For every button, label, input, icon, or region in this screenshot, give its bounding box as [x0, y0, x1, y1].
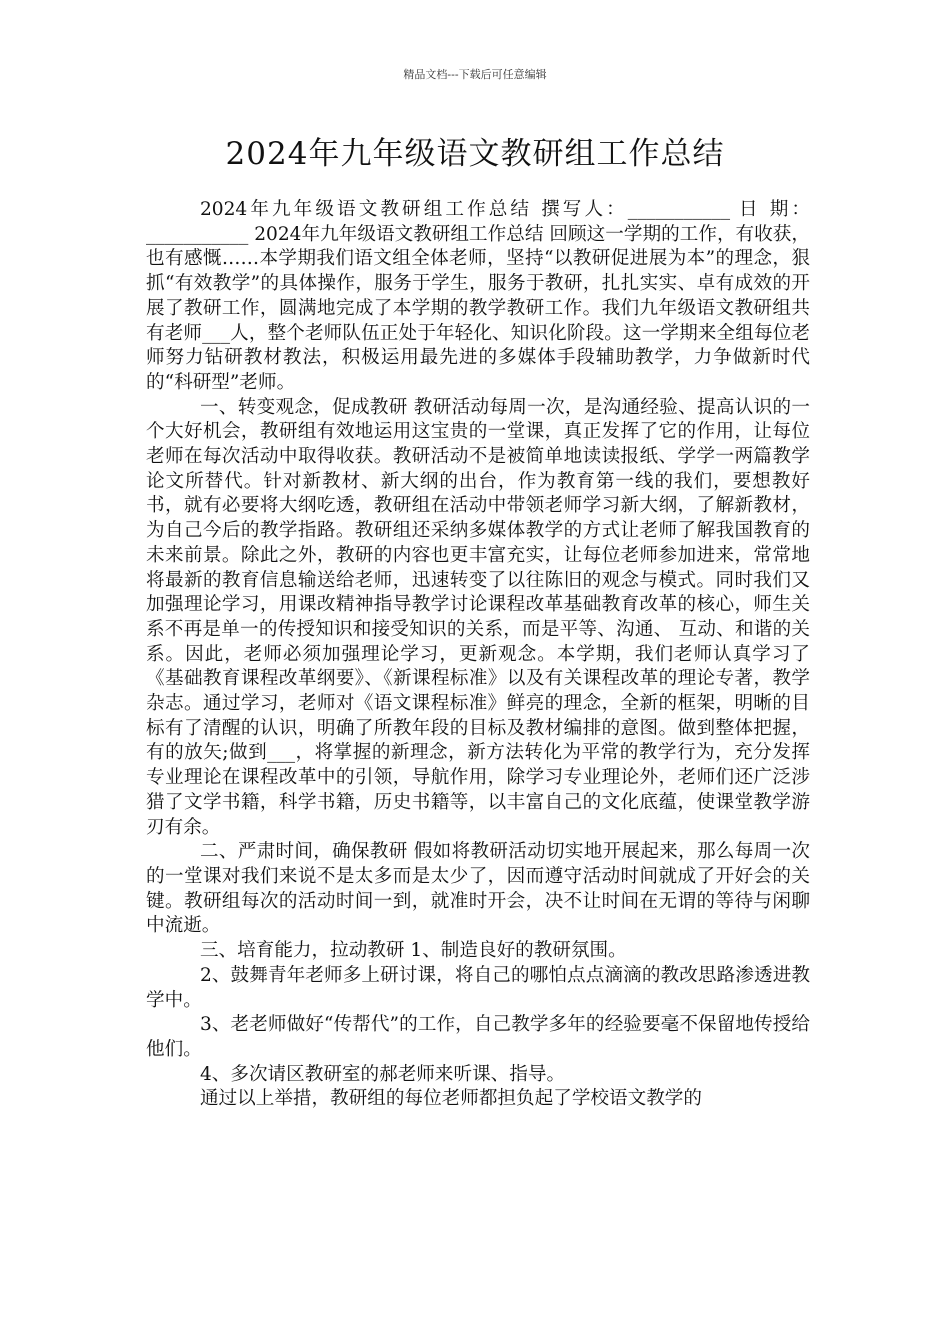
paragraph-conclusion: 通过以上举措，教研组的每位老师都担负起了学校语文教学的	[199, 1088, 702, 1110]
paragraph-item-2: 2、鼓舞青年老师多上研讨课，将自己的哪怕点点滴滴的教改思路渗透进教学中。	[146, 964, 810, 1011]
paragraph-intro: 2024年九年级语文教研组工作总结 撰写人：___________ 日 期：___________ 2024年九年级语文教研组工作总结 回顾这一学期的工作，有收获，也有感慨……本学期我们语文组全体老师，坚持“以教研促进展为本”的理念，狠抓“有效教学”的具体操作，服务于学生，服务于教研，扎扎实实、卓有成效的开展了教研工作，圆满地完成了本学期的教学教研工作。我们九年级语文教研组共有老师___人，整个老师队伍正处于年轻化、知识化阶段。这一学期来全组每位老师努力钻研教材教法，积极运用最先进的多媒体手段辅助教学，力争做新时代的“科研型”老师。	[146, 199, 810, 393]
document-title: 2024年九年级语文教研组工作总结	[225, 136, 725, 172]
paragraph-item-4: 4、多次请区教研室的郝老师来听课、指导。	[199, 1063, 566, 1085]
page-header-note: 精品文档---下载后可任意编辑	[403, 68, 547, 81]
paragraph-item-3: 3、老老师做好“传帮代”的工作，自己教学多年的经验要毫不保留地传授给他们。	[146, 1014, 810, 1060]
document-body	[146, 198, 810, 1112]
paragraph-section-3: 三、培育能力，拉动教研 1、制造良好的教研氛围。	[199, 940, 627, 962]
paragraph-section-1: 一、转变观念，促成教研 教研活动每周一次，是沟通经验、提高认识的一个大好机会，教研组有效地运用这宝贵的一堂课，真正发挥了它的作用，让每位老师在每次活动中取得收获。教研活动不是被简单地读读报纸、学学一两篇教学论文所替代。针对新教材、新大纲的出台，作为教育第一线的我们，要想教好书，就有必要将大纲吃透，教研组在活动中带领老师学习新大纲，了解新教材，为自己今后的教学指路。教研组还采纳多媒体教学的方式让老师了解我国教育的未来前景。除此之外，教研的内容也更丰富充实，让每位老师参加进来，常常地将最新的教育信息输送给老师，迅速转变了以往陈旧的观念与模式。同时我们又加强理论学习，用课改精神指导教学讨论课程改革基础教育改革的核心，师生关系不再是单一的传授知识和接受知识的关系，而是平等、沟通、 互动、和谐的关系。因此，老师必须加强理论学习，更新观念。本学期，我们老师认真学习了《基础教育课程改革纲要》、《新课程标准》以及有关课程改革的理论专著，教学杂志。通过学习，老师对《语文课程标准》鲜亮的理念，全新的框架，明晰的目标有了清醒的认识，明确了所教年段的目标及教材编排的意图。做到整体把握，有的放矢;做到___，将掌握的新理念，新方法转化为平常的教学行为，充分发挥专业理论在课程改革中的引领，导航作用，除学习专业理论外，老师们还广泛涉猎了文学书籍，科学书籍，历史书籍等，以丰富自己的文化底蕴，使课堂教学游刃有余。	[146, 396, 810, 838]
paragraph-section-2: 二、严肃时间，确保教研 假如将教研活动切实地开展起来，那么每周一次的一堂课对我们来说不是太多而是太少了，因而遵守活动时间就成了开好会的关键。教研组每次的活动时间一到，就准时开会，决不让时间在无谓的等待与闲聊中流逝。	[146, 841, 810, 937]
